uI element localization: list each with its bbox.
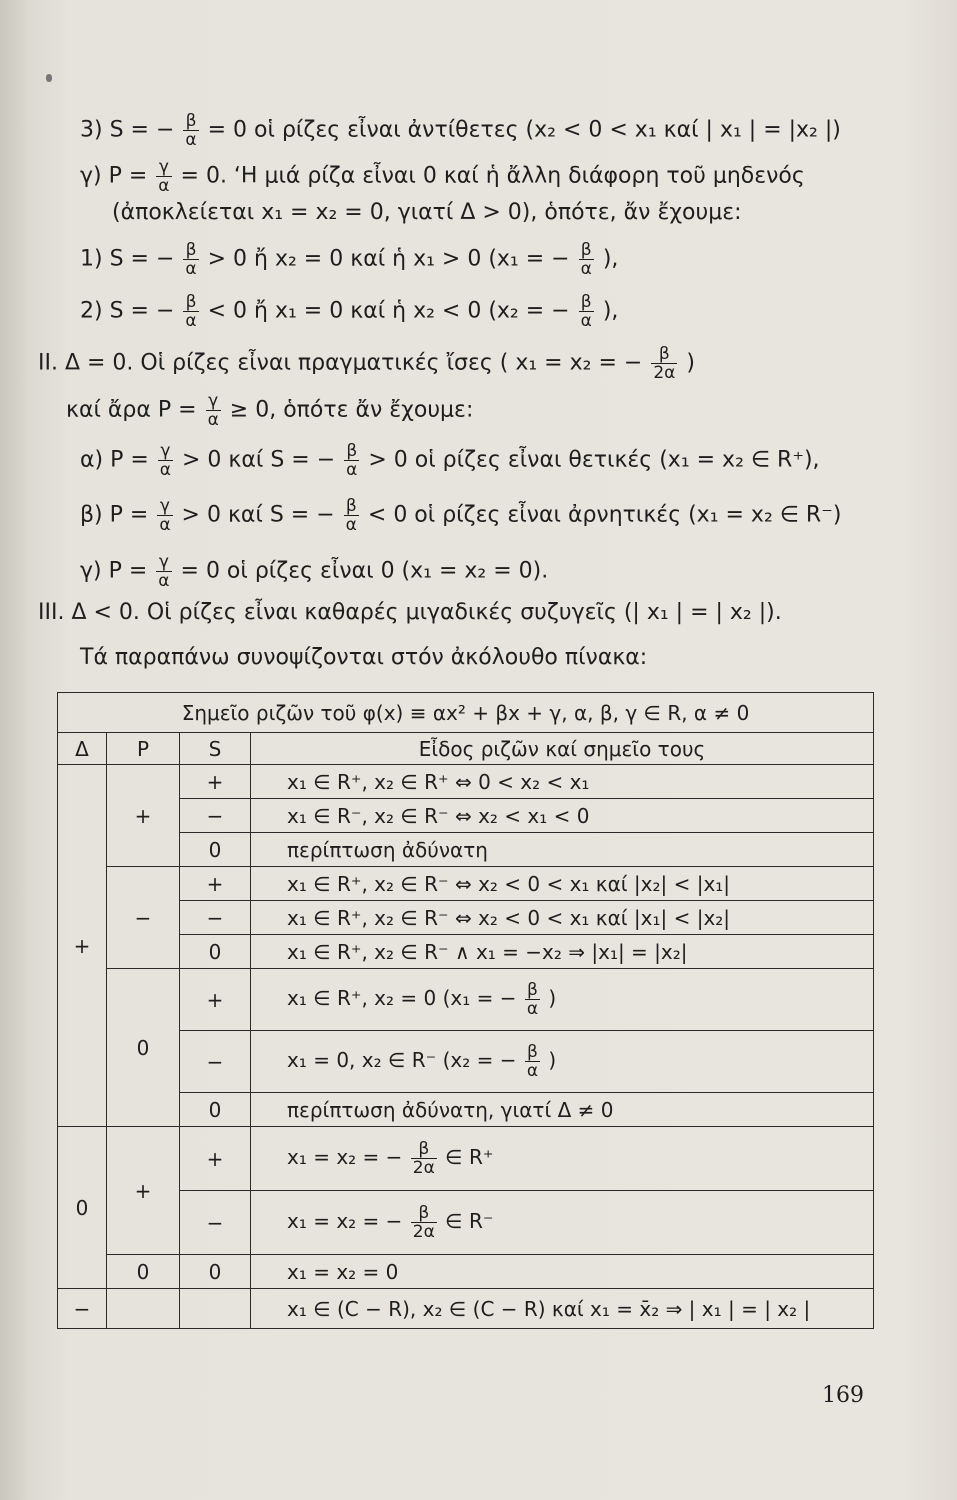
fraction: $\frac{\beta}{\alpha}$ — [526, 980, 539, 1019]
header-p: P — [107, 733, 180, 765]
s-cell: 0 — [180, 1255, 251, 1289]
case-gamma2-line: γ) P = $\frac{\gamma}{\alpha}$ = 0 οἱ ρίζες εἶναι 0 (x₁ = x₂ = 0). — [80, 552, 549, 591]
fraction: $\frac{\beta}{2\alpha}$ — [653, 344, 676, 383]
table-row: x₁ ∈ R⁺, x₂ ∈ R⁻ ∧ x₁ = −x₂ ⇒ |x₁| = |x₂| — [251, 935, 874, 969]
table-row: x₁ = 0, x₂ ∈ R⁻ (x₂ = − $\frac{\beta}{\alpha}$ ) — [251, 1031, 874, 1093]
case-III-line: III. Δ < 0. Οἱ ρίζες εἶναι καθαρές μιγαδικές συζυγεῖς (| x₁ | = | x₂ |). — [38, 600, 782, 625]
case-alpha-line: α) P = $\frac{\gamma}{\alpha}$ > 0 καί S = − $\frac{\beta}{\alpha}$ > 0 οἱ ρίζες εἶναι θετικές (x₁ = x₂ ∈ R⁺), — [80, 441, 820, 480]
table-row: x₁ ∈ R⁻, x₂ ∈ R⁻ ⇔ x₂ < x₁ < 0 — [251, 799, 874, 833]
fraction: $\frac{\gamma}{\alpha}$ — [159, 441, 171, 480]
table-row: x₁ ∈ (C − R), x₂ ∈ (C − R) καί x₁ = x̄₂ ⇒ | x₁ | = | x₂ | — [251, 1289, 874, 1329]
fraction: $\frac{\gamma}{\alpha}$ — [158, 552, 170, 591]
roots-sign-table — [57, 692, 874, 1329]
fraction: $\frac{\gamma}{\alpha}$ — [207, 391, 219, 430]
case-gamma-line: γ) P = $\frac{\gamma}{\alpha}$ = 0. ‘Η μιά ρίζα εἶναι 0 καί ἡ ἄλλη διάφορη τοῦ μηδενός — [80, 157, 805, 196]
p-minus-cell: − — [107, 867, 180, 969]
fraction: $\frac{\beta}{\alpha}$ — [345, 496, 357, 535]
exclusion-line: (ἀποκλείεται x₁ = x₂ = 0, γιατί Δ > 0), ὁπότε, ἄν ἔχουμε: — [112, 200, 742, 225]
fraction: $\frac{\beta}{2\alpha}$ — [412, 1203, 435, 1242]
s-cell: 0 — [180, 1093, 251, 1127]
fraction: $\frac{\gamma}{\alpha}$ — [158, 157, 170, 196]
fraction: $\frac{\gamma}{\alpha}$ — [159, 496, 171, 535]
delta-minus-cell: − — [58, 1289, 107, 1329]
s-cell: 0 — [180, 935, 251, 969]
header-delta: Δ — [58, 733, 107, 765]
fraction: $\frac{\beta}{\alpha}$ — [185, 240, 197, 279]
table-row: x₁ ∈ R⁺, x₂ = 0 (x₁ = − $\frac{\beta}{\alpha}$ ) — [251, 969, 874, 1031]
summary-intro-line: Τά παραπάνω συνοψίζονται στόν ἀκόλουθο πίνακα: — [80, 645, 648, 670]
p-plus-cell: + — [107, 765, 180, 867]
therefore-line: καί ἄρα P = $\frac{\gamma}{\alpha}$ ≥ 0, ὁπότε ἄν ἔχουμε: — [66, 391, 474, 430]
fraction: $\frac{\beta}{\alpha}$ — [580, 240, 592, 279]
p-empty-cell — [107, 1289, 180, 1329]
s-cell: + — [180, 765, 251, 799]
s-cell: + — [180, 969, 251, 1031]
fraction: $\frac{\beta}{\alpha}$ — [185, 111, 197, 150]
s-cell: 0 — [180, 833, 251, 867]
table-row: x₁ ∈ R⁺, x₂ ∈ R⁻ ⇔ x₂ < 0 < x₁ καί |x₂| < |x₁| — [251, 867, 874, 901]
table-row: περίπτωση ἀδύνατη — [251, 833, 874, 867]
table-row: x₁ ∈ R⁺, x₂ ∈ R⁺ ⇔ 0 < x₂ < x₁ — [251, 765, 874, 799]
case-beta-line: β) P = $\frac{\gamma}{\alpha}$ > 0 καί S = − $\frac{\beta}{\alpha}$ < 0 οἱ ρίζες εἶναι ἀρνητικές (x₁ = x₂ ∈ R⁻) — [80, 496, 842, 535]
p-zero-cell-2: 0 — [107, 1255, 180, 1289]
s-cell: + — [180, 867, 251, 901]
header-kind: Εἶδος ριζῶν καί σημεῖο τους — [251, 733, 874, 765]
table-row: x₁ ∈ R⁺, x₂ ∈ R⁻ ⇔ x₂ < 0 < x₁ καί |x₁| < |x₂| — [251, 901, 874, 935]
table-row: x₁ = x₂ = − $\frac{\beta}{2\alpha}$ ∈ R⁻ — [251, 1191, 874, 1255]
table-row: x₁ = x₂ = 0 — [251, 1255, 874, 1289]
case-2-line: 2) S = − $\frac{\beta}{\alpha}$ < 0 ἤ x₁ = 0 καί ἡ x₂ < 0 (x₂ = − $\frac{\beta}{\alpha}$ ), — [80, 292, 619, 331]
page-number: 169 — [822, 1383, 864, 1408]
delta-zero-cell: 0 — [58, 1127, 107, 1289]
p-plus-cell-2: + — [107, 1127, 180, 1255]
case-3-line: 3) S = − $\frac{\beta}{\alpha}$ = 0 οἱ ρίζες εἶναι ἀντίθετες (x₂ < 0 < x₁ καί | x₁ | = |x₂ |) — [80, 111, 841, 150]
fraction: $\frac{\beta}{\alpha}$ — [526, 1042, 539, 1081]
s-empty-cell — [180, 1289, 251, 1329]
s-cell: − — [180, 799, 251, 833]
case-II-line: II. Δ = 0. Οἱ ρίζες εἶναι πραγματικές ἴσες ( x₁ = x₂ = − $\frac{\beta}{2\alpha}$ ) — [38, 344, 695, 383]
fraction: $\frac{\beta}{2\alpha}$ — [412, 1139, 435, 1178]
s-cell: − — [180, 901, 251, 935]
table-row: x₁ = x₂ = − $\frac{\beta}{2\alpha}$ ∈ R⁺ — [251, 1127, 874, 1191]
header-s: S — [180, 733, 251, 765]
fraction: $\frac{\beta}{\alpha}$ — [580, 292, 592, 331]
case-1-line: 1) S = − $\frac{\beta}{\alpha}$ > 0 ἤ x₂ = 0 καί ἡ x₁ > 0 (x₁ = − $\frac{\beta}{\alpha}$ ), — [80, 240, 619, 279]
print-speck — [46, 74, 52, 82]
fraction: $\frac{\beta}{\alpha}$ — [346, 441, 358, 480]
delta-plus-cell: + — [58, 765, 107, 1127]
s-cell: − — [180, 1191, 251, 1255]
s-cell: + — [180, 1127, 251, 1191]
p-zero-cell: 0 — [107, 969, 180, 1127]
fraction: $\frac{\beta}{\alpha}$ — [185, 292, 197, 331]
s-cell: − — [180, 1031, 251, 1093]
table-title: Σημεῖο ριζῶν τοῦ φ(x) ≡ αx² + βx + γ, α, β, γ ∈ R, α ≠ 0 — [58, 693, 874, 733]
table-row: περίπτωση ἀδύνατη, γιατί Δ ≠ 0 — [251, 1093, 874, 1127]
